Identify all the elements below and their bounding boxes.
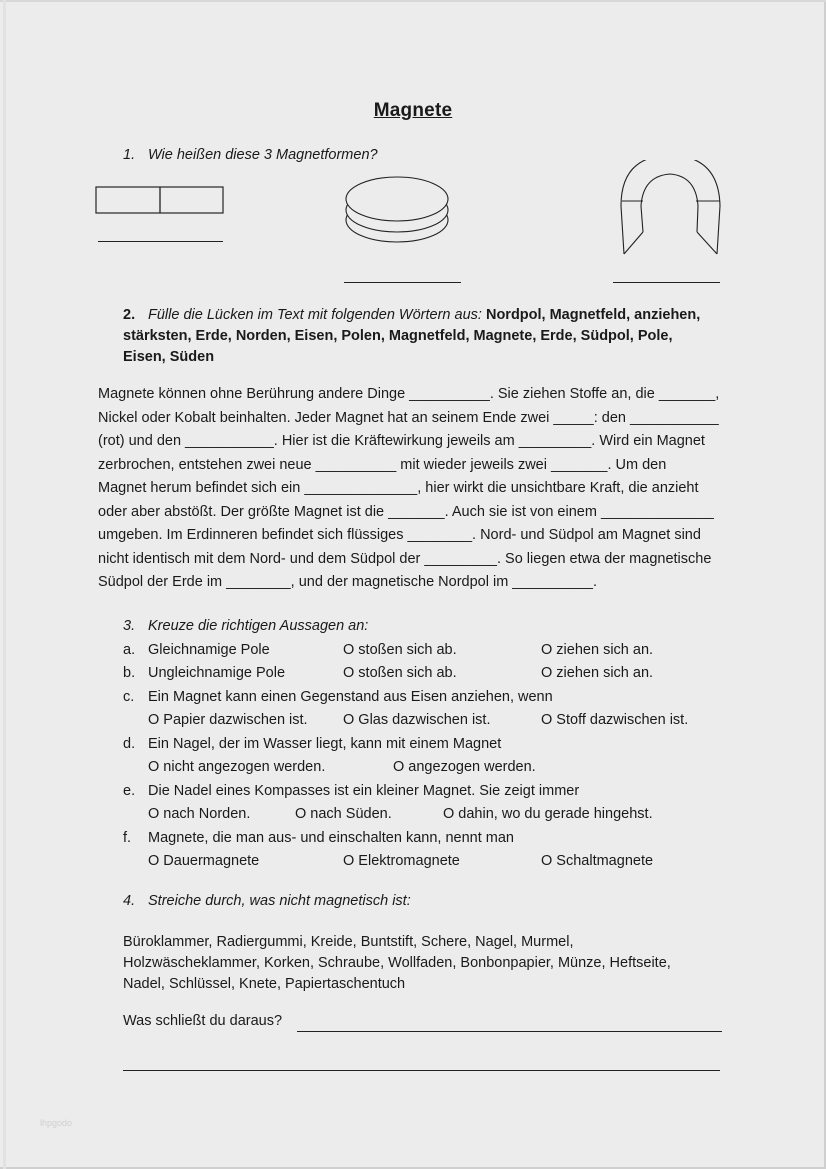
option-checkbox[interactable]: O dahin, wo du gerade hingehst. <box>443 806 653 822</box>
conclusion-answer-line-1[interactable] <box>297 1031 722 1032</box>
question-3-number: 3. <box>123 618 136 634</box>
option-checkbox[interactable]: O Papier dazwischen ist. <box>148 712 308 728</box>
page-edge-top <box>0 0 826 2</box>
question-4-heading <box>123 893 411 909</box>
item-list <box>123 932 743 995</box>
cloze-line: Magnet herum befindet sich ein ______________, hier wirkt die unsichtbare Kraft, die anzieht <box>98 480 699 496</box>
question-3-heading <box>123 615 763 639</box>
item-text: Ein Magnet kann einen Gegenstand aus Eisen anziehen, wenn <box>148 688 553 705</box>
horseshoe-magnet-icon <box>615 160 727 260</box>
item-label: a. <box>123 641 136 658</box>
cloze-text <box>98 383 758 595</box>
question-2-heading <box>123 305 743 368</box>
cloze-line: nicht identisch mit dem Nord- und dem Südpol der _________. So liegen etwa der magnetische <box>98 550 712 567</box>
mc-item-d <box>123 733 763 757</box>
word-bank-line-3: Eisen, Süden <box>123 349 215 365</box>
question-3-prompt: Kreuze die richtigen Aussagen an: <box>148 618 369 634</box>
conclusion-label: Was schließt du daraus? <box>123 1013 283 1029</box>
disc-magnet-icon <box>340 173 455 253</box>
question-4-number: 4. <box>123 893 136 909</box>
question-4-prompt: Streiche durch, was nicht magnetisch ist: <box>148 893 411 909</box>
option-checkbox[interactable]: O Elektromagnete <box>343 853 460 869</box>
question-1-prompt: Wie heißen diese 3 Magnetformen? <box>148 147 378 163</box>
mc-item-a <box>123 639 763 663</box>
option-checkbox[interactable]: O nach Süden. <box>295 806 392 822</box>
item-text: Gleichnamige Pole <box>148 641 270 658</box>
item-text: Die Nadel eines Kompasses ist ein kleiner Magnet. Sie zeigt immer <box>148 782 580 799</box>
mc-item-e-options <box>123 803 763 827</box>
option-checkbox[interactable]: O nach Norden. <box>148 806 251 822</box>
watermark: lhpgodo <box>40 1118 73 1128</box>
question-1-heading <box>123 147 378 163</box>
option-checkbox[interactable]: O nicht angezogen werden. <box>148 759 326 775</box>
answer-line-horseshoe-magnet[interactable] <box>613 282 720 283</box>
option-checkbox[interactable]: O ziehen sich an. <box>541 665 654 681</box>
word-bank-line-1: Nordpol, Magnetfeld, anziehen, <box>485 307 701 323</box>
mc-item-f <box>123 827 763 851</box>
item-list-line[interactable]: Nadel, Schlüssel, Knete, Papiertaschentuch <box>123 976 406 992</box>
answer-line-bar-magnet[interactable] <box>98 241 223 242</box>
mc-item-e <box>123 780 763 804</box>
question-2-number: 2. <box>123 307 136 323</box>
question-3 <box>123 615 763 874</box>
bar-magnet-icon <box>94 185 226 217</box>
item-label: e. <box>123 782 136 799</box>
item-label: d. <box>123 735 136 752</box>
item-text: Ein Nagel, der im Wasser liegt, kann mit einem Magnet <box>148 735 502 752</box>
mc-item-f-options <box>123 850 763 874</box>
page-title: Magnete <box>373 100 453 121</box>
cloze-line: Nickel oder Kobalt beinhalten. Jeder Magnet hat an seinem Ende zwei _____: den ___________ <box>98 409 719 426</box>
option-checkbox[interactable]: O Schaltmagnete <box>541 853 654 869</box>
option-checkbox[interactable]: O Glas dazwischen ist. <box>343 712 491 728</box>
option-checkbox[interactable]: O stoßen sich ab. <box>343 641 457 658</box>
cloze-line: Magnete können ohne Berührung andere Dinge __________. Sie ziehen Stoffe an, die _______, <box>98 386 720 402</box>
mc-item-b <box>123 662 763 686</box>
cloze-line: (rot) und den ___________. Hier ist die Kräftewirkung jeweils am _________. Wird ein Magnet <box>98 433 705 449</box>
option-checkbox[interactable]: O Dauermagnete <box>148 853 260 869</box>
item-label: c. <box>123 688 135 705</box>
item-label: b. <box>123 665 136 681</box>
mc-item-c-options <box>123 709 763 733</box>
option-checkbox[interactable]: O stoßen sich ab. <box>343 665 457 681</box>
option-checkbox[interactable]: O angezogen werden. <box>393 759 536 775</box>
question-2-prompt: Fülle die Lücken im Text mit folgenden Wörtern aus: <box>148 307 482 323</box>
item-label: f. <box>123 829 132 846</box>
item-text: Ungleichnamige Pole <box>148 665 286 681</box>
option-checkbox[interactable]: O ziehen sich an. <box>541 641 654 658</box>
word-bank-line-2: stärksten, Erde, Norden, Eisen, Polen, Magnetfeld, Magnete, Erde, Südpol, Pole, <box>123 328 673 344</box>
option-checkbox[interactable]: O Stoff dazwischen ist. <box>541 712 689 728</box>
item-list-line[interactable]: Holzwäscheklammer, Korken, Schraube, Wollfaden, Bonbonpapier, Münze, Heftseite, <box>123 955 671 971</box>
mc-item-d-options <box>123 756 763 780</box>
item-list-line[interactable]: Büroklammer, Radiergummi, Kreide, Buntstift, Schere, Nagel, Murmel, <box>123 934 574 950</box>
answer-line-disc-magnet[interactable] <box>344 282 461 283</box>
cloze-line: Südpol der Erde im ________, und der magnetische Nordpol im __________. <box>98 574 597 590</box>
cloze-line: umgeben. Im Erdinneren befindet sich flüssiges ________. Nord- und Südpol am Magnet sind <box>98 527 701 543</box>
cloze-line: oder aber abstößt. Der größte Magnet ist die _______. Auch sie ist von einem ______________ <box>98 503 714 520</box>
cloze-line: zerbrochen, entstehen zwei neue __________ mit wieder jeweils zwei _______. Um den <box>98 456 667 473</box>
mc-item-c <box>123 686 763 710</box>
question-1-number: 1. <box>123 147 136 163</box>
conclusion-answer-line-2[interactable] <box>123 1070 720 1071</box>
item-text: Magnete, die man aus- und einschalten kann, nennt man <box>148 829 514 846</box>
page-edge-left <box>3 0 6 1169</box>
